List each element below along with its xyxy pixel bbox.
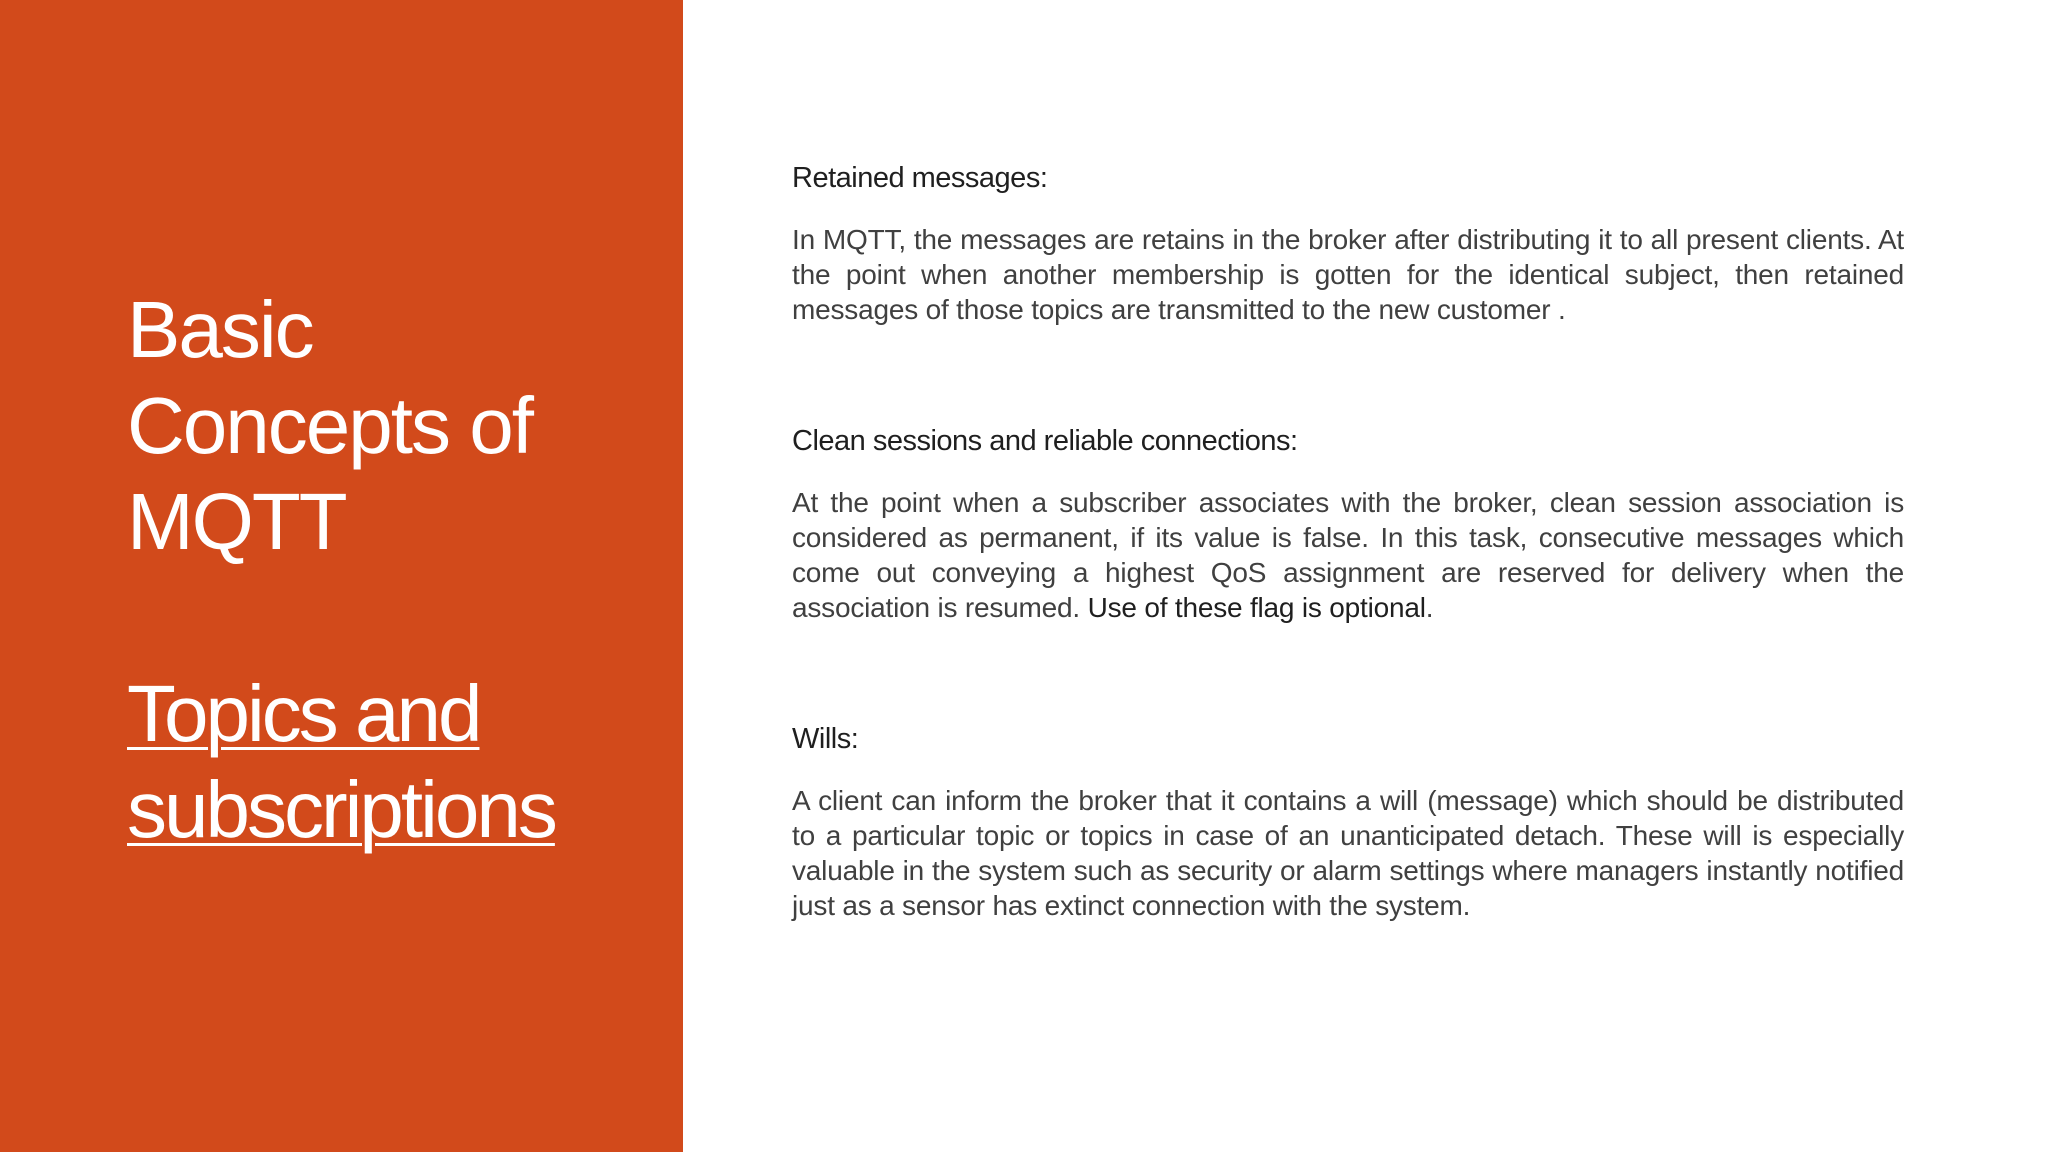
- accent-panel: [0, 0, 683, 1152]
- section-body: [792, 485, 1904, 625]
- title-line-2: Concepts of: [127, 381, 532, 470]
- section-body-end: .: [1425, 592, 1434, 623]
- section-wills: [792, 721, 1904, 923]
- subtitle-line-2: subscriptions: [127, 765, 555, 854]
- section-body: A client can inform the broker that it contains a will (message) which should be distributed to a particular topic or topics in case of an unanticipated detach. These will is especially valuable in the system such as security or alarm settings where managers instantly notified just as a sensor has extinct connection with the system.: [792, 785, 1904, 921]
- content-area: [792, 160, 1904, 923]
- section-heading: Retained messages:: [792, 162, 1048, 194]
- subtitle-line-1: Topics and: [127, 669, 480, 758]
- section-heading: Wills:: [792, 723, 859, 755]
- slide-title: [127, 282, 647, 570]
- section-body-text: At the point when a subscriber associates with the broker, clean session association is considered as permanent, if its value is false. In this task, consecutive messages which come out conveying a highest QoS assignment are reserved for delivery when the association is resumed.: [792, 487, 1904, 623]
- section-body-emphasis: Use of these flag is optional: [1087, 592, 1426, 623]
- title-line-1: Basic: [127, 285, 313, 374]
- title-block: [127, 282, 647, 858]
- section-clean-sessions: [792, 423, 1904, 625]
- slide-subtitle: [127, 666, 647, 858]
- title-line-3: MQTT: [127, 477, 346, 566]
- section-heading: Clean sessions and reliable connections:: [792, 425, 1298, 457]
- section-retained-messages: [792, 160, 1904, 327]
- section-body: In MQTT, the messages are retains in the broker after distributing it to all present clients. At the point when another membership is gotten for the identical subject, then retained messages of those topics are transmitted to the new customer .: [792, 224, 1904, 325]
